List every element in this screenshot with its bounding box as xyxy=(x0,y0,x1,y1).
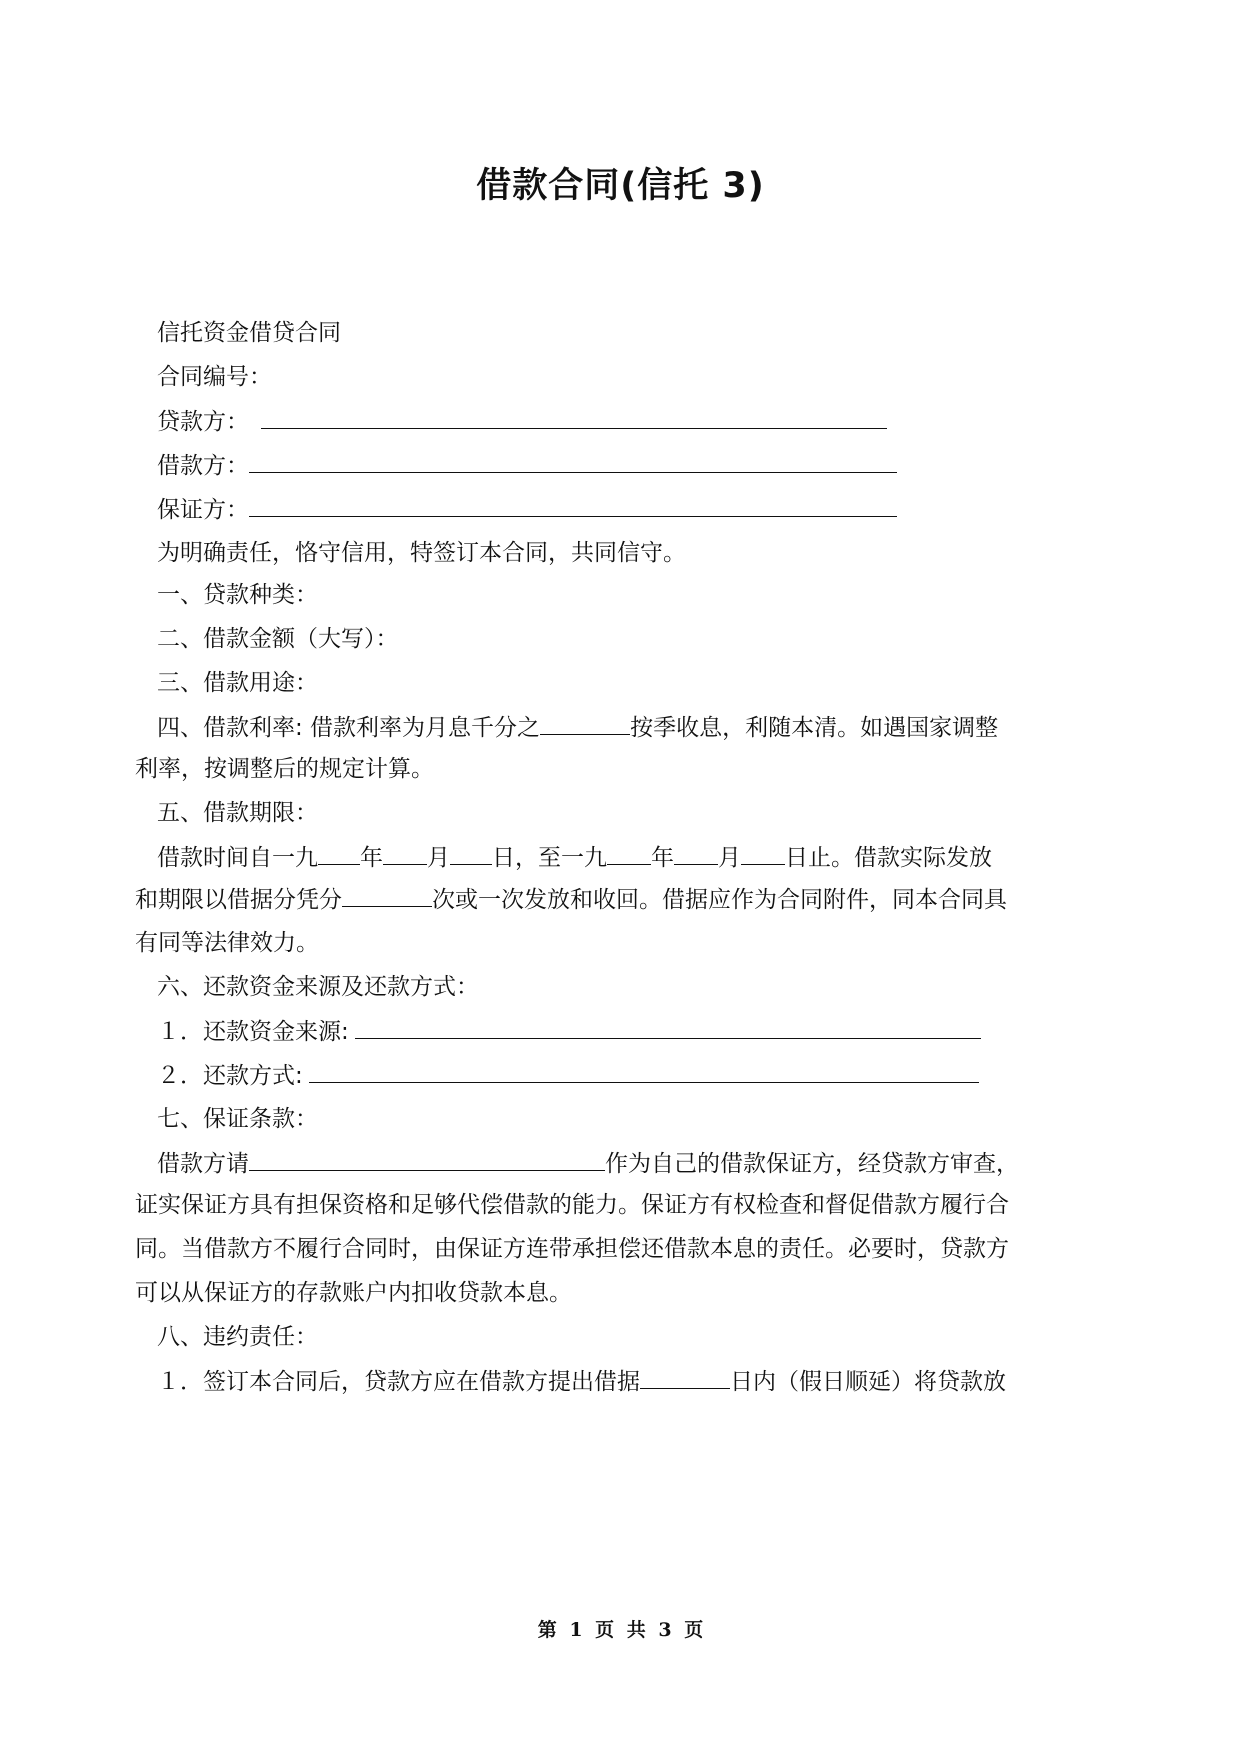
section-6-repayment: 六、还款资金来源及还款方式： xyxy=(157,974,479,1000)
end-year-blank xyxy=(607,842,651,865)
section-4-interest-line2: 利率，按调整后的规定计算。 xyxy=(135,756,434,782)
lender-line xyxy=(157,406,887,437)
term-installments-line xyxy=(135,884,1007,915)
section-2-amount: 二、借款金额（大写）： xyxy=(157,626,399,652)
interest-rate-blank xyxy=(540,712,630,735)
borrower-blank xyxy=(249,450,897,473)
repayment-method-blank xyxy=(309,1060,979,1083)
contract-number-label: 合同编号： xyxy=(157,364,272,390)
installments-blank xyxy=(342,884,432,907)
term-text-g: 日止。借款实际发放 xyxy=(785,845,992,871)
term-legal-effect: 有同等法律效力。 xyxy=(135,930,319,956)
start-day-blank xyxy=(450,842,492,865)
term-month-2: 月 xyxy=(718,845,741,871)
end-day-blank xyxy=(741,842,785,865)
borrower-line xyxy=(157,450,897,481)
term-dates-line xyxy=(157,842,992,873)
interest-text-b: 按季收息，利随本清。如遇国家调整 xyxy=(630,715,999,741)
term-year-2: 年 xyxy=(651,845,674,871)
contract-heading: 信托资金借贷合同 xyxy=(157,320,341,346)
guarantee-line4: 可以从保证方的存款账户内扣收贷款本息。 xyxy=(135,1280,572,1306)
end-month-blank xyxy=(674,842,718,865)
interest-text-a: 四、借款利率: 借款利率为月息千分之 xyxy=(157,715,541,741)
guarantor-blank xyxy=(249,494,897,517)
liability-days-blank xyxy=(640,1366,730,1389)
preamble: 为明确责任，恪守信用，特签订本合同，共同信守。 xyxy=(157,540,686,566)
repayment-source-blank xyxy=(355,1016,981,1039)
page-footer: 第 1 页 共 3 页 xyxy=(537,1619,704,1641)
section-3-purpose: 三、借款用途： xyxy=(157,670,318,696)
installments-text-a: 和期限以借据分凭分 xyxy=(135,887,342,913)
guarantee-line3: 同。当借款方不履行合同时，由保证方连带承担偿还借款本息的责任。必要时，贷款方 xyxy=(135,1236,1009,1262)
section-8-liability: 八、违约责任： xyxy=(157,1324,318,1350)
guarantor-name-blank xyxy=(249,1148,605,1171)
installments-text-b: 次或一次发放和收回。借据应作为合同附件，同本合同具 xyxy=(432,887,1007,913)
term-text-d: 日，至一九 xyxy=(492,845,607,871)
borrower-label: 借款方： xyxy=(157,453,249,479)
term-text-a: 借款时间自一九 xyxy=(157,845,318,871)
section-7-guarantee: 七、保证条款： xyxy=(157,1106,318,1132)
liability-text-b: 日内（假日顺延）将贷款放 xyxy=(730,1369,1006,1395)
section-4-interest-line1 xyxy=(157,712,998,743)
term-month-1: 月 xyxy=(427,845,450,871)
guarantee-line2: 证实保证方具有担保资格和足够代偿借款的能力。保证方有权检查和督促借款方履行合 xyxy=(135,1192,1009,1218)
guarantee-text-a: 借款方请 xyxy=(157,1151,249,1177)
repayment-source-label: １．还款资金来源: xyxy=(157,1019,349,1045)
repayment-method-label: ２．还款方式: xyxy=(157,1063,303,1089)
repayment-source-line xyxy=(157,1016,981,1047)
start-month-blank xyxy=(383,842,427,865)
guarantor-label: 保证方： xyxy=(157,497,249,523)
section-1-loan-type: 一、贷款种类： xyxy=(157,582,318,608)
guarantor-line xyxy=(157,494,897,525)
liability-text-a: １．签订本合同后，贷款方应在借款方提出借据 xyxy=(157,1369,640,1395)
lender-label: 贷款方： xyxy=(157,409,249,435)
start-year-blank xyxy=(318,842,360,865)
section-5-term: 五、借款期限： xyxy=(157,800,318,826)
term-year-1: 年 xyxy=(360,845,383,871)
document-title: 借款合同(信托 3) xyxy=(476,166,765,206)
liability-line1 xyxy=(157,1366,1006,1397)
guarantee-text-b: 作为自己的借款保证方，经贷款方审查， xyxy=(605,1151,1019,1177)
lender-blank xyxy=(261,406,887,429)
guarantee-line1 xyxy=(157,1148,1019,1179)
repayment-method-line xyxy=(157,1060,979,1091)
